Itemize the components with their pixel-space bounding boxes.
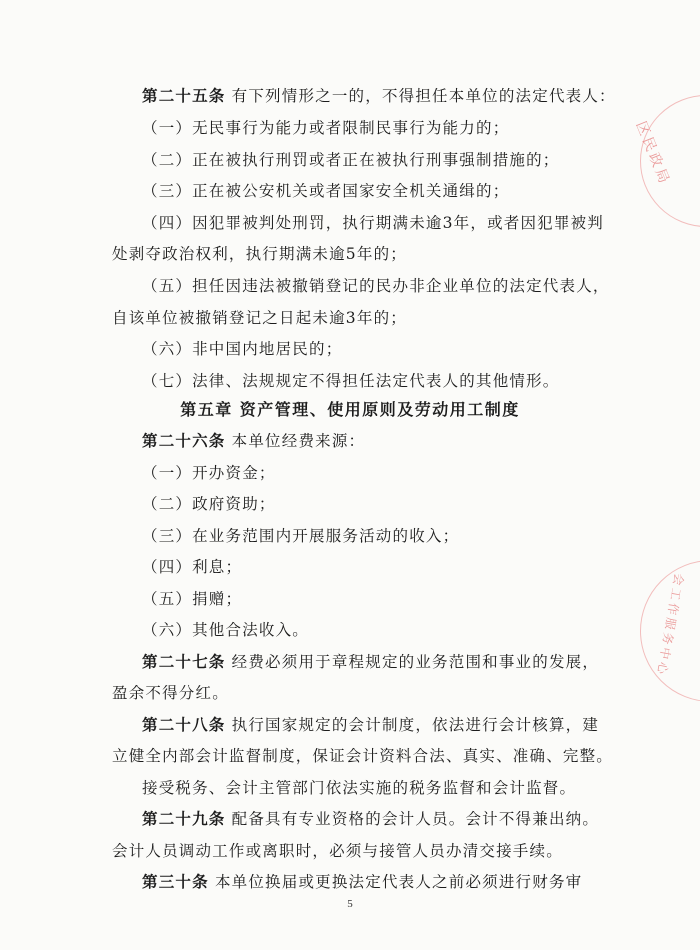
article-25-item-5: （五）担任因违法被撤销登记的民办非企业单位的法定代表人， — [142, 277, 610, 295]
seal-text-top: 区民政局 — [632, 119, 673, 189]
article-25-label: 第二十五条 — [142, 86, 226, 105]
article-27-line-2: 盈余不得分红。 — [112, 684, 229, 702]
article-29-text: 配备具有专业资格的会计人员。会计不得兼出纳。 — [231, 810, 600, 828]
article-28-line-1 — [142, 715, 599, 735]
article-27-text: 经费必须用于章程规定的业务范围和事业的发展， — [231, 653, 600, 671]
article-25-item-7: （七）法律、法规规定不得担任法定代表人的其他情形。 — [142, 372, 560, 390]
article-29-line-2: 会计人员调动工作或离职时，必须与接管人员办清交接手续。 — [112, 842, 563, 860]
article-25-item-3: （三）正在被公安机关或者国家安全机关通缉的； — [142, 182, 510, 200]
article-29-label: 第二十九条 — [142, 809, 226, 828]
seal-text-bottom: 会工作服务中心 — [654, 572, 687, 679]
article-25-item-4: （四）因犯罪被判处刑罚，执行期满未逾3年，或者因犯罪被判 — [142, 214, 604, 232]
article-25-item-2: （二）正在被执行刑罚或者正在被执行刑事强制措施的； — [142, 151, 560, 169]
page-number: 5 — [347, 898, 353, 910]
article-26-item-4: （四）利息； — [142, 558, 243, 576]
article-26-item-1: （一）开办资金； — [142, 464, 276, 482]
article-27-line-1 — [142, 652, 599, 672]
article-30-text: 本单位换届或更换法定代表人之前必须进行财务审 — [214, 873, 583, 891]
article-28-line-2: 立健全内部会计监督制度，保证会计资料合法、真实、准确、完整。 — [112, 747, 614, 765]
article-27-label: 第二十七条 — [142, 652, 226, 671]
article-28-label: 第二十八条 — [142, 715, 226, 734]
article-30-line-1 — [142, 872, 582, 892]
article-30-label: 第三十条 — [142, 872, 209, 891]
article-26-item-6: （六）其他合法收入。 — [142, 621, 310, 639]
article-25-item-6: （六）非中国内地居民的； — [142, 340, 343, 358]
article-26-label: 第二十六条 — [142, 431, 226, 450]
chapter-5-title: 第五章 资产管理、使用原则及劳动用工制度 — [180, 400, 520, 419]
article-26-item-5: （五）捐赠； — [142, 590, 243, 608]
article-25-item-4-cont: 处剥夺政治权利，执行期满未逾5年的； — [112, 245, 407, 263]
article-25-line-1 — [142, 86, 616, 106]
article-26-item-3: （三）在业务范围内开展服务活动的收入； — [142, 527, 460, 545]
article-25-item-1: （一）无民事行为能力或者限制民事行为能力的； — [142, 119, 510, 137]
article-29-line-1 — [142, 809, 599, 829]
article-26-item-2: （二）政府资助； — [142, 495, 276, 513]
article-26-line-1 — [142, 431, 365, 451]
article-28-line-3: 接受税务、会计主管部门依法实施的税务监督和会计监督。 — [142, 779, 577, 797]
article-26-intro: 本单位经费来源： — [231, 432, 366, 450]
article-28-text: 执行国家规定的会计制度，依法进行会计核算，建 — [231, 716, 600, 734]
article-25-item-5-cont: 自该单位被撤销登记之日起未逾3年的； — [112, 309, 407, 327]
article-25-intro: 有下列情形之一的，不得担任本单位的法定代表人： — [231, 87, 616, 105]
